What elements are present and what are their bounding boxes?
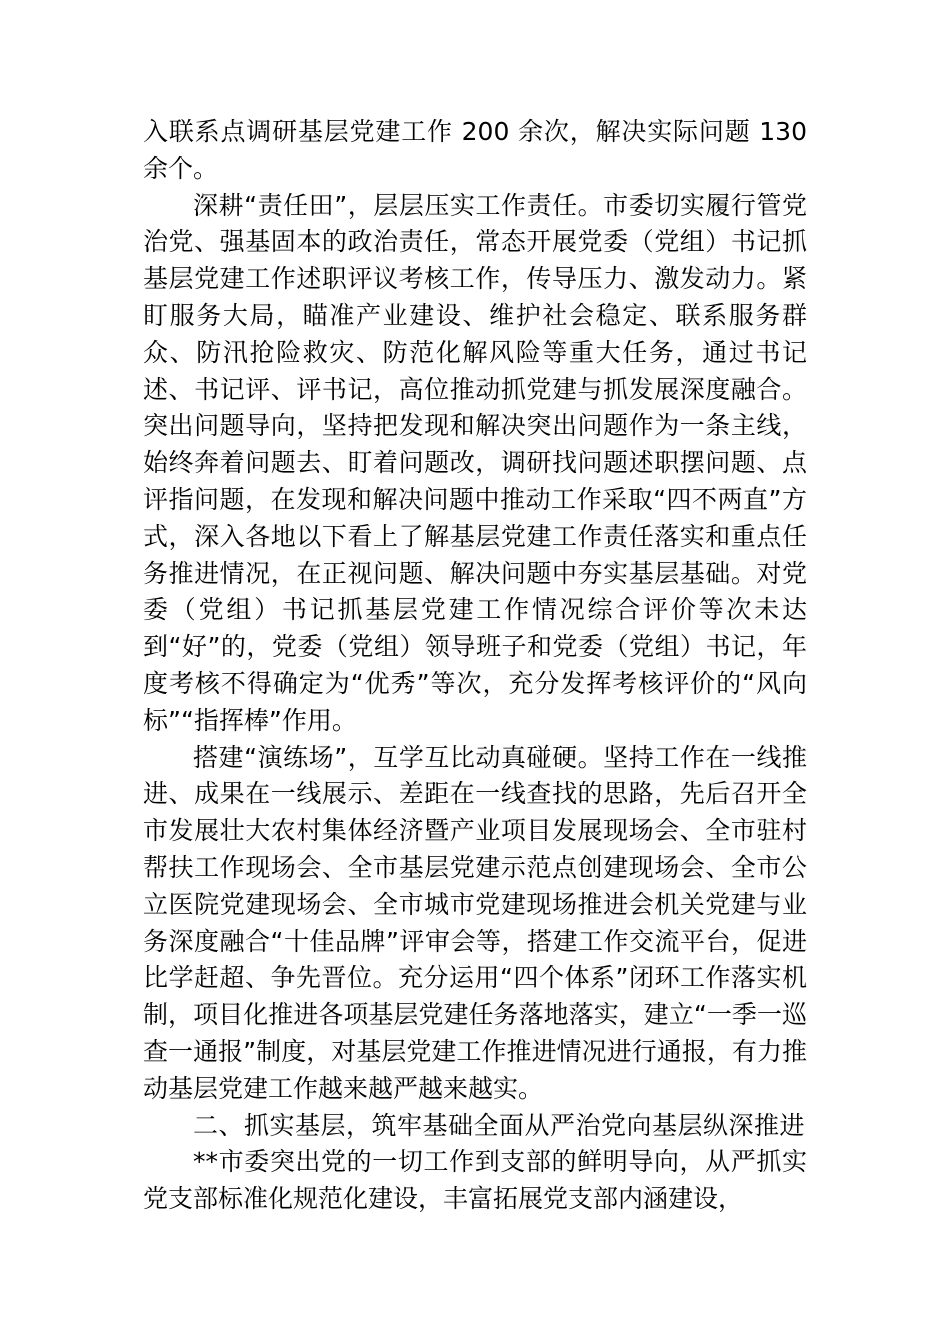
paragraph-responsibility-field: 深耕“责任田”，层层压实工作责任。市委切实履行管党治党、强基固本的政治责任，常态开展党委（党组）书记抓基层党建工作述职评议考核工作，传导压力、激发动力。紧盯服务大局，瞄准产业建设、维护社会稳定、联系服务群众、防汛抢险救灾、防范化解风险等重大任务，通过书记述、书记评、评书记，高位推动抓党建与抓发展深度融合。突出问题导向，坚持把发现和解决突出问题作为一条主线，始终奔着问题去、盯着问题改，调研找问题述职摆问题、点评指问题，在发现和解决问题中推动工作采取“四不两直”方式，深入各地以下看上了解基层党建工作责任落实和重点任务推进情况，在正视问题、解决问题中夯实基层基础。对党委（党组）书记抓基层党建工作情况综合评价等次未达到“好”的，党委（党组）领导班子和党委（党组）书记，年度考核不得确定为“优秀”等次，充分发挥考核评价的“风向标”“指挥棒”作用。 bbox=[143, 190, 807, 735]
section-heading-2: 二、抓实基层，筑牢基础全面从严治党向基层纵深推进 bbox=[193, 1110, 806, 1140]
paragraph-practice-ground: 搭建“演练场”，互学互比动真碰硬。坚持工作在一线推进、成果在一线展示、差距在一线查找的思路，先后召开全市发展壮大农村集体经济暨产业项目发展现场会、全市驻村帮扶工作现场会、全市基层党建示范点创建现场会、全市公立医院党建现场会、全市城市党建现场推进会机关党建与业务深度融合“十佳品牌”评审会等，搭建工作交流平台，促进比学赶超、争先晋位。充分运用“四个体系”闭环工作落实机制，项目化推进各项基层党建任务落地落实，建立“一季一巡查一通报”制度，对基层党建工作推进情况进行通报，有力推动基层党建工作越来越严越来越实。 bbox=[143, 742, 807, 1103]
document-body bbox=[143, 114, 807, 1218]
paragraph-continuation: 入联系点调研基层党建工作 200 余次，解决实际问题 130 余个。 bbox=[143, 117, 807, 183]
paragraph-party-branch: **市委突出党的一切工作到支部的鲜明导向，从严抓实党支部标准化规范化建设，丰富拓展党支部内涵建设， bbox=[143, 1147, 807, 1214]
